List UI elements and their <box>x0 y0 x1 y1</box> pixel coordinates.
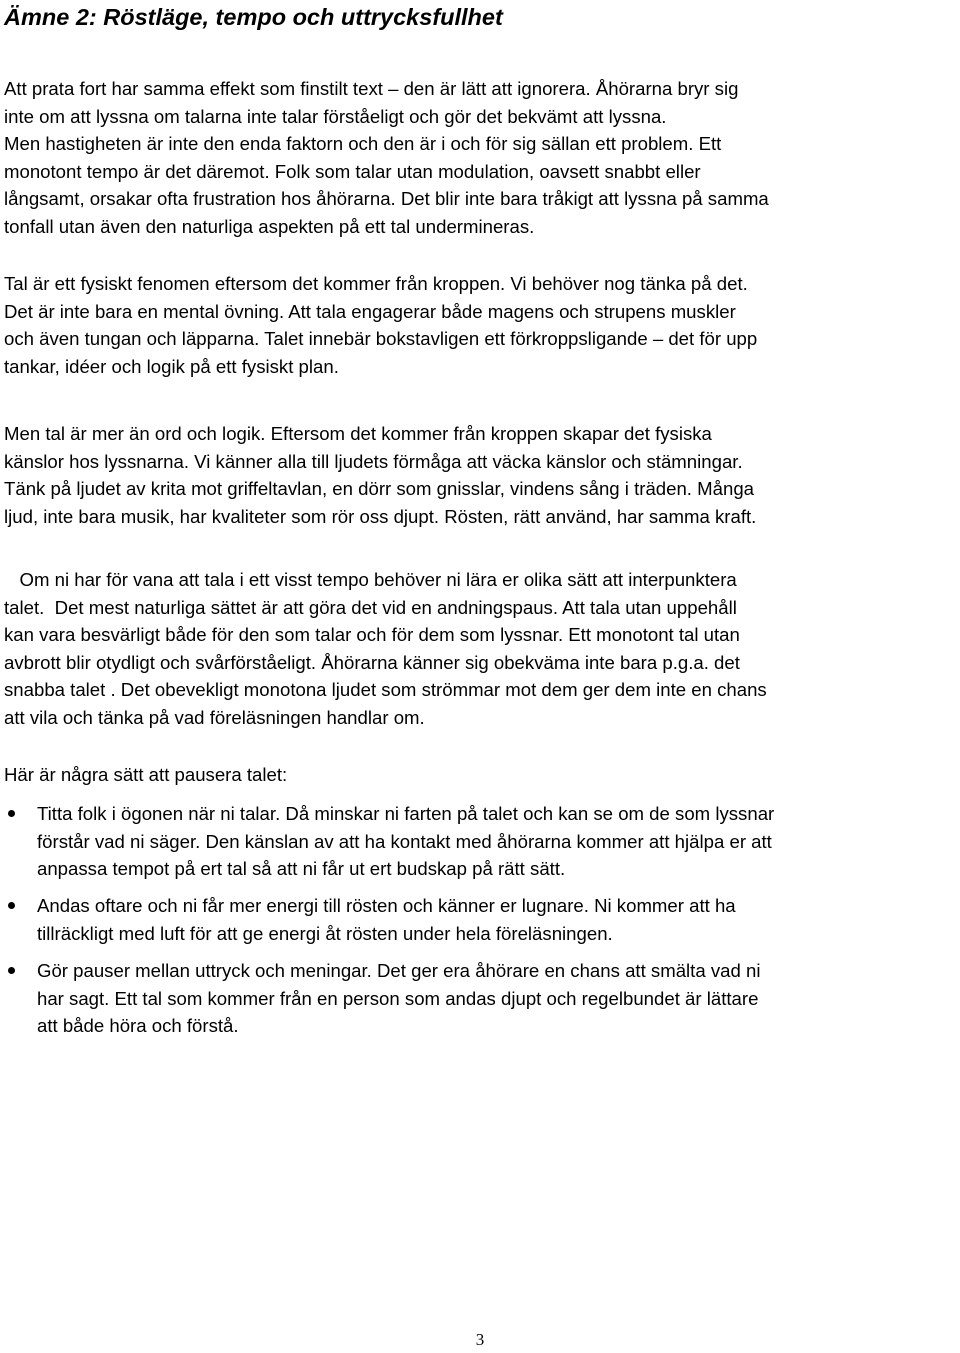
list-item-text <box>37 892 956 947</box>
paragraph-list-intro <box>4 761 956 789</box>
text-line: Men hastigheten är inte den enda faktorn och den är i och för sig sällan ett problem. Ett <box>4 133 722 155</box>
paragraph-speed <box>4 75 956 241</box>
bullet-icon <box>8 810 15 817</box>
list-item-text <box>37 957 956 1040</box>
text-line: Tal är ett fysiskt fenomen eftersom det kommer från kroppen. Vi behöver nog tänka på det. <box>4 273 748 294</box>
page-title: Ämne 2: Röstläge, tempo och uttrycksfullhet <box>4 4 503 30</box>
paragraph-pauses <box>4 566 956 732</box>
text-line: tankar, idéer och logik på ett fysiskt plan. <box>4 355 339 377</box>
text-line: känslor hos lyssnarna. Vi känner alla till ljudets förmåga att väcka känslor och stämningar. <box>4 450 743 472</box>
text-line: att vila och tänka på vad föreläsningen handlar om. <box>4 706 425 728</box>
text-line: ljud, inte bara musik, har kvaliteter som rör oss djupt. Rösten, rätt använd, har samma kraft. <box>4 505 757 527</box>
text-line: att både höra och förstå. <box>37 1015 239 1037</box>
text-line: har sagt. Ett tal som kommer från en person som andas djupt och regelbundet är lättare <box>37 987 759 1009</box>
paragraph-physical <box>4 270 956 380</box>
text-line: avbrott blir otydligt och svårförståeligt. Åhörarna känner sig obekväma inte bara p.g.a. det <box>4 651 740 673</box>
text-line: Gör pauser mellan uttryck och meningar. Det ger era åhörare en chans att smälta vad ni <box>37 960 761 981</box>
text-line: Men tal är mer än ord och logik. Eftersom det kommer från kroppen skapar det fysiska <box>4 423 712 444</box>
text-line: Här är några sätt att pausera talet: <box>4 764 288 785</box>
text-line: Att prata fort har samma effekt som finstilt text – den är lätt att ignorera. Åhörarna bryr sig <box>4 78 739 99</box>
text-line: och även tungan och läpparna. Talet innebär bokstavligen ett förkroppsligande – det för upp <box>4 328 758 350</box>
page-number: 3 <box>475 1330 485 1349</box>
text-line: Titta folk i ögonen när ni talar. Då minskar ni farten på talet och kan se om de som lyssnar <box>37 803 775 824</box>
bullet-icon <box>8 902 15 909</box>
paragraph-emotions <box>4 420 956 530</box>
text-line: Det är inte bara en mental övning. Att tala engagerar både magens och strupens muskler <box>4 300 736 322</box>
text-line: kan vara besvärligt både för den som talar och för dem som lyssnar. Ett monotont tal utan <box>4 624 740 646</box>
text-line: anpassa tempot på ert tal så att ni får ut ert budskap på rätt sätt. <box>37 858 566 880</box>
text-line: tonfall utan även den naturliga aspekten på ett tal undermineras. <box>4 215 535 237</box>
text-line: snabba talet . Det obevekligt monotona ljudet som strömmar mot dem ger dem inte en chans <box>4 679 767 701</box>
text-line: Andas oftare och ni får mer energi till rösten och känner er lugnare. Ni kommer att ha <box>37 895 736 916</box>
text-line: långsamt, orsakar ofta frustration hos åhörarna. Det blir inte bara tråkigt att lyssna på samma <box>4 188 769 210</box>
text-line: inte om att lyssna om talarna inte talar förståeligt och gör det bekvämt att lyssna. <box>4 105 667 127</box>
text-line: Om ni har för vana att tala i ett visst tempo behöver ni lära er olika sätt att interpunktera <box>4 569 737 590</box>
bullet-icon <box>8 967 15 974</box>
text-line: Tänk på ljudet av krita mot griffeltavlan, en dörr som gnisslar, vindens sång i träden. Många <box>4 478 754 500</box>
text-line: monotont tempo är det däremot. Folk som talar utan modulation, oavsett snabbt eller <box>4 160 701 182</box>
text-line: talet. Det mest naturliga sättet är att göra det vid en andningspaus. Att tala utan uppehåll <box>4 596 737 618</box>
list-item-text <box>37 800 956 883</box>
text-line: förstår vad ni säger. Den känslan av att ha kontakt med åhörarna kommer att hjälpa er att <box>37 830 772 852</box>
text-line: tillräckligt med luft för att ge energi åt rösten under hela föreläsningen. <box>37 922 613 944</box>
